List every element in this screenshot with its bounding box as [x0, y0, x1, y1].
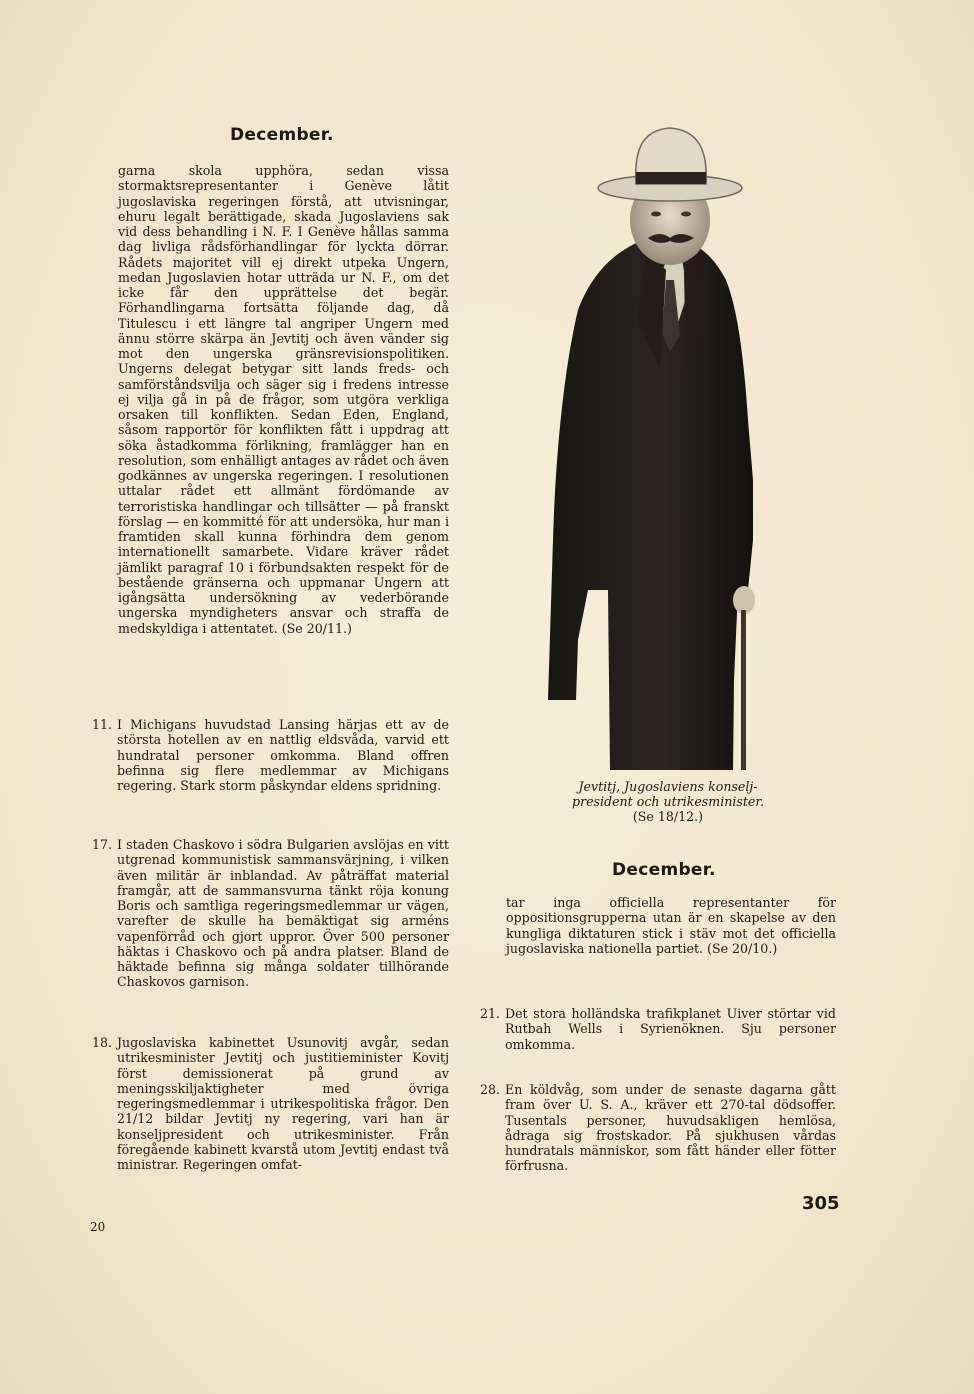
entry-text: En köldvåg, som under de senaste dagarna gått fram över U. S. A., kräver ett 270-tal dödsoffer. Tusentals personer, huvudsakligen hemlösa, ådraga sig frostskador. På sjukhusen vårdas hundratals människor, som fått händer eller fötter förfrusna.	[505, 1082, 836, 1174]
caption-ref: (Se 18/12.)	[632, 809, 704, 824]
entry-text: Jugoslaviska kabinettet Usunovitj avgår, sedan utrikesminister Jevtitj och justitieminister Kovitj först demissionerat på grund av meningsskiljaktigheter med övriga regeringsmedlemmar i utrikespolitiska frågor. Den 21/12 bildar Jevtitj ny regering, vari han är konseljpresident och utrikesminister. Från föregående kabinett kvarstå utom Jevtitj endast två ministrar. Regeringen omfat-	[117, 1035, 449, 1172]
left-heading: December.	[230, 125, 334, 145]
entry-text: I Michigans huvudstad Lansing härjas ett av de största hotellen av en nattlig eldsvåda, varvid ett hundratal personer omkomma. Bland offren befinna sig flere medlemmar av Michigans regering. Stark storm påskyndar eldens spridning.	[117, 717, 449, 793]
right-heading: December.	[612, 860, 716, 880]
entry-date: 28.	[479, 1082, 500, 1097]
portrait-photo-svg	[548, 120, 788, 770]
entry-text: Det stora holländska trafikplanet Uiver störtar vid Rutbah Wells i Syrienöknen. Sju personer omkomma.	[505, 1006, 836, 1052]
caption-line-2: president och utrikesminister.	[572, 794, 764, 809]
right-continuation-paragraph	[506, 895, 836, 956]
entry-date: 11.	[91, 717, 112, 732]
portrait-photo-icon	[548, 120, 788, 770]
entry-text: I staden Chaskovo i södra Bulgarien avslöjas en vitt utgrenad kommunistisk sammansvärjning, i vilken även militär är inblandad. Av påträffat material framgår, att de sammansvurna tänkt röja konung Boris och samtliga regeringsmedlemmar ur vägen, varefter de skulle ha bemäktigat sig arméns vapenförråd och gjort uppror. Över 500 personer häktas i Chaskovo och på andra platser. Bland de häktade befinna sig många soldater tillhörande Chaskovos garnison.	[117, 837, 449, 990]
caption-line-1: Jevtitj, Jugoslaviens konselj-	[578, 779, 758, 794]
footer-number: 20	[90, 1220, 106, 1234]
continuation-text: garna skola upphöra, sedan vissa stormaktsrepresentanter i Genève låtit jugoslaviska regeringen förstå, att utvisningar, ehuru legalt berättigade, skada Jugoslaviens sak vid dess behandling i N. F. I Genève hållas samma dag livliga rådsförhandlingar för lyckta dörrar. Rådets majoritet vill ej direkt utpeka Ungern, medan Jugoslavien hotar utträda ur N. F., om det icke får den upprättelse det begär. Förhandlingarna fortsätta följande dag, då Titulescu i ett längre tal angriper Ungern med ännu större skärpa än Jevtitj och även vänder sig mot den ungerska gränsrevisionspolitiken. Ungerns delegat betygar sitt lands freds- och samförståndsvilja och säger sig i fredens intresse ej vilja gå in på de frågor, som utgöra verkliga orsaken till konflikten. Sedan Eden, England, såsom rapportör för konflikten fått i uppdrag att söka åstadkomma förlikning, framlägger han en resolution, som enhälligt antages av rådet och även godkännes av ungerska regeringen. I resolutionen uttalar rådet ett allmänt fördömande av terroristiska handlingar och tillsätter — på franskt förslag — en kommitté för att undersöka, hur man i framtiden skall kunna förhindra dem genom internationellt samarbete. Vidare kräver rådet jämlikt paragraf 10 i förbundsakten respekt för de bestående gränserna och uppmanar Ungern att igångsätta undersökning av vederbörande ungerska myndigheters ansvar och straffa de medskyldiga i attentatet. (Se 20/11.)	[118, 163, 449, 636]
entry-date: 17.	[91, 837, 112, 852]
photo-caption	[548, 779, 788, 824]
continuation-text: tar inga officiella representanter för oppositionsgrupperna utan är en skapelse av den kungliga diktaturen stick i stäv mot det officiella jugoslaviska nationella partiet. (Se 20/10.)	[506, 895, 836, 956]
left-continuation-paragraph	[118, 163, 449, 636]
page-number: 305	[802, 1193, 840, 1214]
entry-date: 18.	[91, 1035, 112, 1050]
entry-date: 21.	[479, 1006, 500, 1021]
